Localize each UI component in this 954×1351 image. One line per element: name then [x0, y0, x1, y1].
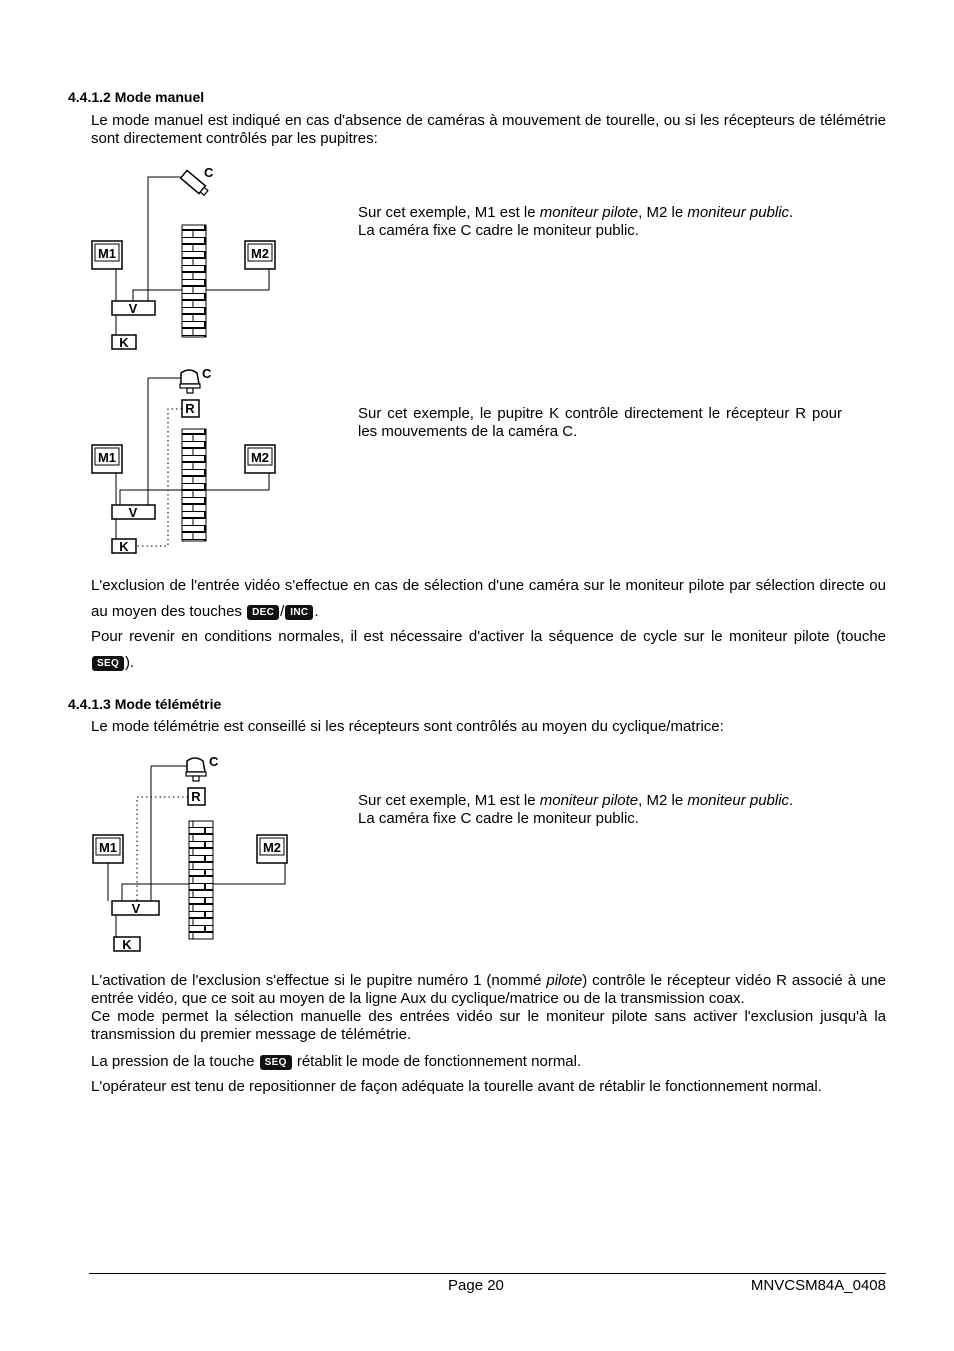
manual-selection-paragraph: Ce mode permet la sélection manuelle des entrées vidéo sur le moniteur pilote sans activer l'exclusion jusqu'à la transmission du premier message de télémétrie.	[91, 1008, 886, 1043]
monitor-m1-label: M1	[98, 840, 118, 855]
example1-text-part: , M2 le	[638, 204, 688, 221]
example3-emphasis-public: moniteur public	[687, 792, 790, 809]
keyboard-k-label: K	[119, 539, 129, 554]
monitor-m2-label: M2	[250, 450, 270, 465]
example3-text	[358, 792, 842, 828]
dome-camera-icon	[180, 370, 200, 393]
receiver-r-label: R	[185, 401, 195, 416]
diagram-manual-fixed-camera	[85, 160, 285, 355]
camera-label-c: C	[209, 754, 219, 769]
example1-emphasis-public: moniteur public	[687, 204, 790, 221]
wall-brick	[182, 225, 206, 337]
example3-text-part: , M2 le	[638, 792, 688, 809]
example3-line2: La caméra fixe C cadre le moniteur public.	[358, 810, 639, 827]
section-heading-mode-telemetrie: 4.4.1.3 Mode télémétrie	[68, 696, 222, 712]
keyboard-k-label: K	[119, 335, 129, 350]
press-text: La pression de la touche	[91, 1053, 259, 1070]
camera-label-c: C	[202, 366, 212, 381]
seq-key-icon: SEQ	[260, 1055, 292, 1070]
activation-emphasis: pilote	[546, 972, 583, 989]
example3-text-part: .	[789, 792, 794, 809]
switcher-v-label: V	[131, 901, 141, 916]
seq-key-icon: SEQ	[92, 656, 124, 671]
key-separator: /	[280, 603, 285, 620]
exclusion-paragraph	[91, 573, 886, 625]
activation-text: L'activation de l'exclusion s'effectue si le pupitre numéro 1 (nommé	[91, 972, 547, 989]
example1-text-part: Sur cet exemple, M1 est le	[358, 204, 540, 221]
keyboard-k-label: K	[122, 937, 132, 952]
press-paragraph	[91, 1053, 886, 1071]
switcher-v-label: V	[128, 505, 138, 520]
footer-divider	[89, 1273, 886, 1274]
press-text: rétablit le mode de fonctionnement normal.	[292, 1053, 582, 1070]
intro-paragraph-telemetrie: Le mode télémétrie est conseillé si les récepteurs sont contrôlés au moyen du cyclique/matrice:	[91, 718, 724, 735]
section-heading-mode-manuel: 4.4.1.2 Mode manuel	[68, 89, 205, 105]
return-paragraph	[91, 624, 886, 676]
activation-paragraph	[91, 972, 886, 1008]
monitor-m1-label: M1	[97, 450, 117, 465]
receiver-r-label: R	[191, 789, 201, 804]
return-text: ).	[125, 654, 135, 671]
activation-text: ) contrôle le récepteur vidéo R associé à une entrée vidéo, que ce soit au moyen de la ligne Aux du cyclique/matrice ou de la transmission coax.	[91, 972, 886, 1007]
exclusion-text: L'exclusion de l'entrée vidéo s'effectue en cas de sélection d'une caméra sur le moniteur pilote par sélection directe ou au moyen des touches	[91, 577, 886, 620]
diagram-telemetry	[85, 750, 295, 955]
example3-text-part: Sur cet exemple, M1 est le	[358, 792, 540, 809]
footer-document-code: MNVCSM84A_0408	[750, 1277, 886, 1294]
example1-emphasis-pilote: moniteur pilote	[539, 204, 639, 221]
footer-page-number: Page 20	[448, 1277, 504, 1294]
camera-label-c: C	[204, 165, 214, 180]
example3-emphasis-pilote: moniteur pilote	[539, 792, 639, 809]
monitor-m2-label: M2	[250, 246, 270, 261]
monitor-m2-label: M2	[262, 840, 282, 855]
dec-key-icon: DEC	[247, 605, 279, 620]
example1-text-part: .	[789, 204, 794, 221]
monitor-m1-label: M1	[97, 246, 117, 261]
example1-text	[358, 204, 842, 240]
switcher-v-label: V	[128, 301, 138, 316]
intro-paragraph: Le mode manuel est indiqué en cas d'absence de caméras à mouvement de tourelle, ou si les récepteurs de télémétrie sont directement contrôlés par les pupitres:	[91, 112, 886, 147]
operator-paragraph: L'opérateur est tenu de repositionner de façon adéquate la tourelle avant de rétablir le fonctionnement normal.	[91, 1078, 822, 1095]
inc-key-icon: INC	[285, 605, 313, 620]
example2-text: Sur cet exemple, le pupitre K contrôle directement le récepteur R pour les mouvements de la caméra C.	[358, 405, 842, 440]
dome-camera-icon	[186, 758, 206, 781]
example1-line2: La caméra fixe C cadre le moniteur public.	[358, 222, 639, 239]
exclusion-text: .	[314, 603, 319, 620]
diagram-manual-receiver	[85, 364, 285, 559]
return-text: Pour revenir en conditions normales, il est nécessaire d'activer la séquence de cycle sur le moniteur pilote (touche	[91, 628, 886, 645]
